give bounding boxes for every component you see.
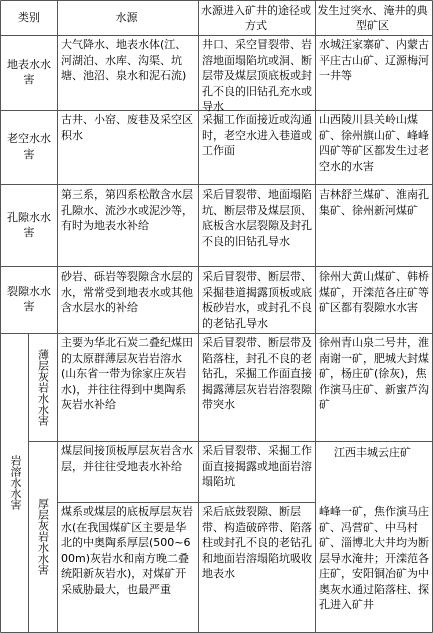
category-fissure-water: 裂隙水水害 [7, 284, 51, 313]
path-pore-water: 采后冒裂带、地面塌陷坑、断层带及煤层顶、底板含水层裂隙及封孔不良的旧钻孔导水 [202, 188, 312, 248]
example-thin-limestone: 徐州青山泉二号井，淮南谢一矿，肥城大封煤矿，杨庄矿(徐灰)，焦作演马庄矿、新蜜芦沟矿 [319, 336, 429, 411]
example-surface-water: 水城汪家寨矿、内蒙古平庄古山矿、辽源梅河一井等 [319, 38, 429, 82]
header-path: 水源进入矿井的途径或方式 [201, 3, 311, 32]
header-category: 类别 [18, 11, 40, 25]
path-thick-limestone-1: 采后冒裂带、采掘工作面直接揭露或地面岩溶塌陷坑 [202, 444, 312, 488]
source-surface-water: 大气降水、地表水体(江、河湖泊、水库、沟渠、坑塘、池沼、泉水和泥石流) [61, 38, 187, 82]
path-surface-water: 井口、采空冒裂带、岩溶地面塌陷坑或洞、断层带及煤层顶底板或封孔不良的旧钻孔充水或导水 [202, 38, 312, 113]
subcategory-thin-limestone: 薄层灰岩水水害 [36, 348, 50, 426]
example-fissure-water: 徐州大黄山煤矿、韩桥煤矿，开滦范各庄矿等矿区都有裂隙水水害 [319, 270, 429, 314]
example-pore-water: 吉林舒兰煤矿、淮南孔集矿、徐州新河煤矿 [319, 188, 429, 217]
header-source: 水源 [115, 11, 138, 25]
source-thick-limestone-2: 煤系或煤层的底板厚层灰岩水(在我国煤矿区主要是华北的中奥陶系厚层(500~600m)灰岩水和南方晚二叠统阳新灰岩水)，对煤矿开采威胁最大，也最严重 [61, 505, 193, 596]
example-thick-limestone-1: 江西丰城云庄矿 [334, 446, 411, 460]
source-old-goaf-water: 古井、小窑、废巷及采空区积水 [61, 113, 193, 142]
header-example: 发生过突水、淹井的典型矿区 [317, 3, 428, 32]
path-thick-limestone-2: 采后底鼓裂隙、断层带、构造破碎带、陷落柱或封孔不良的老钻孔和地面岩溶塌陷坑吸收地表水 [202, 505, 312, 580]
category-karst-water: 岩溶水水害 [9, 454, 22, 510]
source-fissure-water: 砂岩、砾岩等裂隙含水层的水，常常受到地表水或其他含水层水的补给 [61, 270, 193, 314]
source-thin-limestone: 主要为华北石炭二叠纪煤田的太原群薄层灰岩岩溶水(山东省一带为徐家庄灰岩水)，并往往得到中奥陶系灰岩水补给 [61, 336, 193, 411]
subcategory-thick-limestone: 厚层灰岩水水害 [36, 497, 50, 575]
example-old-goaf-water: 山西陵川县关岭山煤矿、徐州旗山矿、峰峰四矿等矿区都发生过老空水的水害 [319, 113, 429, 173]
category-old-goaf-water: 老空水水害 [7, 132, 51, 161]
example-thick-limestone-2: 峰峰一矿，焦作演马庄矿、冯营矿、中马村矿、淄博北大井均为断层导水淹井；开滦范各庄矿，安阳铜冶矿为中奥灰水通过陷落柱、探孔进入矿井 [319, 505, 429, 611]
category-surface-water: 地表水水害 [7, 57, 51, 86]
path-fissure-water: 采后冒裂带、断层带、采掘巷道揭露顶板或底板砂岩水，或封孔不良的老钻孔导水 [202, 270, 312, 330]
path-thin-limestone: 采后冒裂带、断层带及陷落柱，封孔不良的老钻孔，采掘工作面直接揭露薄层灰岩岩溶裂隙带突水 [202, 336, 312, 411]
source-pore-water: 第三系，第四系松散含水层孔隙水、流沙水或泥沙等，有时为地表水补给 [61, 188, 193, 232]
path-old-goaf-water: 采掘工作面接近或沟通时，老空水进入巷道或工作面 [202, 113, 312, 157]
source-thick-limestone-1: 煤层间接顶板厚层灰岩含水层，并往往受地表水补给 [61, 444, 193, 473]
category-pore-water: 孔隙水水害 [7, 210, 51, 239]
